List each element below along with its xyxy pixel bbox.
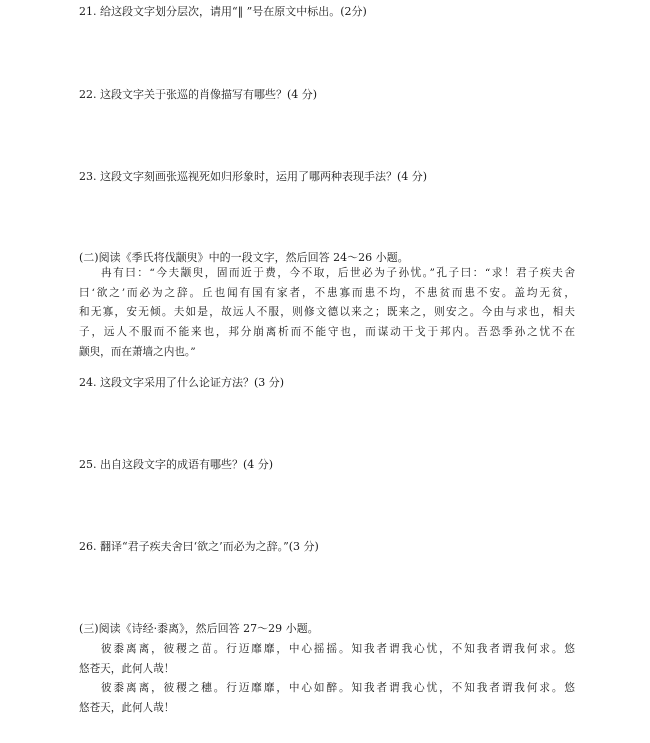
section-2-heading: (二)阅读《季氏将伐颛臾》中的一段文字，然后回答 24～26 小题。: [79, 251, 409, 264]
question-25: 25. 出自这段文字的成语有哪些？(4 分): [79, 458, 274, 471]
poem-line: 悠苍天，此何人哉！: [79, 702, 175, 715]
section-2-passage: [79, 264, 575, 363]
poem-line: 彼黍离离，彼稷之穗。行迈靡靡，中心如醉。知我者谓我心忧，不知我者谓我何求。悠: [101, 682, 575, 695]
passage-line: 冉有曰：“今夫颛臾，固而近于费，今不取，后世必为子孙忧。”孔子曰：“求！君子疾夫舍: [101, 267, 575, 279]
section-3-poem: [79, 640, 575, 719]
passage-line: 颛臾，而在萧墙之内也。”: [79, 345, 196, 358]
question-26: 26. 翻译“君子疾夫舍曰‘欲之’而必为之辞。”(3 分): [79, 540, 319, 553]
question-24: 24. 这段文字采用了什么论证方法？(3 分): [79, 376, 285, 389]
question-22: 22. 这段文字关于张巡的肖像描写有哪些？(4 分): [79, 88, 318, 101]
poem-line: 悠苍天，此何人哉！: [79, 662, 175, 675]
poem-line: 彼黍离离，彼稷之苗。行迈靡靡，中心摇摇。知我者谓我心忧，不知我者谓我何求。悠: [101, 643, 575, 655]
passage-line: 和无寡，安无倾。夫如是，故远人不服，则修文德以来之；既来之，则安之。今由与求也，相夫: [79, 306, 575, 319]
passage-line: 曰‘欲之’而必为之辞。丘也闻有国有家者，不患寡而患不均，不患贫而患不安。盖均无贫，: [79, 286, 575, 299]
question-21: 21. 给这段文字划分层次，请用“‖ ”号在原文中标出。(2分): [79, 5, 367, 18]
section-3-heading: (三)阅读《诗经·黍离》，然后回答 27～29 小题。: [79, 622, 319, 635]
passage-line: 子，远人不服而不能来也，邦分崩离析而不能守也，而谋动干戈于邦内。吾恐季孙之忧不在: [79, 326, 575, 339]
question-23: 23. 这段文字刻画张巡视死如归形象时，运用了哪两种表现手法？(4 分): [79, 170, 428, 183]
